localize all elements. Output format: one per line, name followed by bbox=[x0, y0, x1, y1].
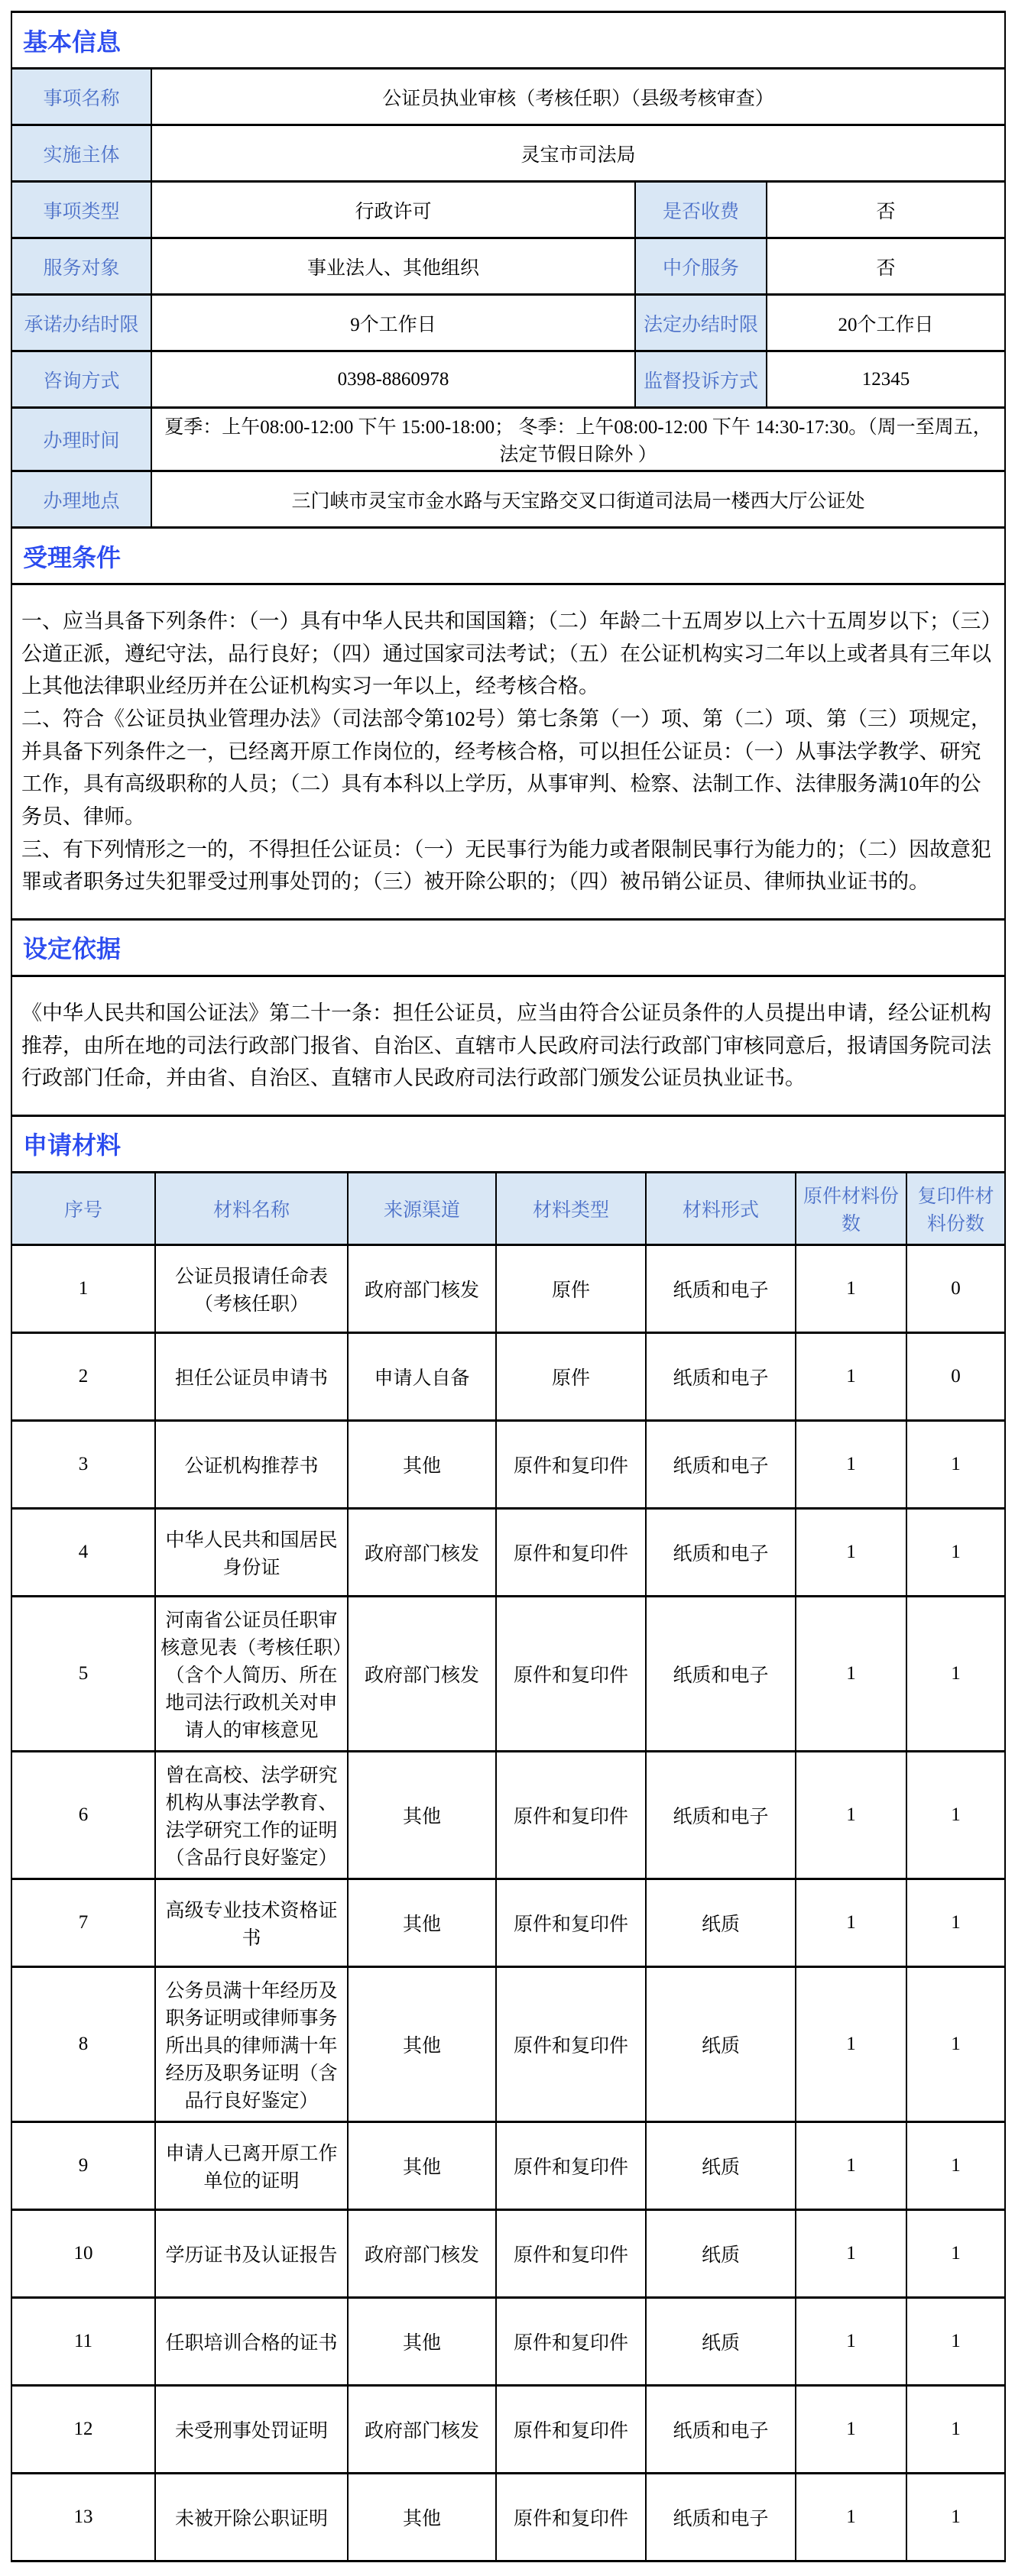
field-value-service-target: 事业法人、其他组织 bbox=[151, 238, 635, 295]
material-row bbox=[11, 2385, 1005, 2473]
field-label-item-name: 事项名称 bbox=[11, 69, 151, 125]
material-type: 原件和复印件 bbox=[496, 1966, 646, 2121]
material-copy-count: 1 bbox=[906, 2385, 1005, 2473]
material-no: 8 bbox=[11, 1966, 155, 2121]
acceptance-content bbox=[11, 584, 1005, 920]
material-source: 其他 bbox=[348, 1879, 496, 1966]
table-row bbox=[11, 125, 1005, 182]
material-original-count: 1 bbox=[796, 1332, 906, 1420]
material-name: 公证机构推荐书 bbox=[155, 1420, 348, 1508]
section-header-row bbox=[11, 1115, 1005, 1172]
material-row bbox=[11, 2209, 1005, 2297]
material-type: 原件和复印件 bbox=[496, 2121, 646, 2209]
material-source: 其他 bbox=[348, 2297, 496, 2385]
material-copy-count: 1 bbox=[906, 1966, 1005, 2121]
material-form: 纸质和电子 bbox=[646, 1751, 796, 1879]
material-row bbox=[11, 2121, 1005, 2209]
column-header-name: 材料名称 bbox=[155, 1172, 348, 1244]
table-row bbox=[11, 295, 1005, 351]
material-row bbox=[11, 1332, 1005, 1420]
material-form: 纸质 bbox=[646, 1879, 796, 1966]
field-label-service-target: 服务对象 bbox=[11, 238, 151, 295]
material-row bbox=[11, 2297, 1005, 2385]
material-form: 纸质 bbox=[646, 1966, 796, 2121]
basis-section bbox=[11, 918, 1006, 1117]
acceptance-section bbox=[11, 526, 1006, 921]
material-name: 公务员满十年经历及职务证明或律师事务所出具的律师满十年经历及职务证明（含品行良好鉴定） bbox=[155, 1966, 348, 2121]
material-original-count: 1 bbox=[796, 1244, 906, 1332]
section-title-basic-info: 基本信息 bbox=[11, 12, 1005, 69]
material-no: 9 bbox=[11, 2121, 155, 2209]
material-no: 4 bbox=[11, 1508, 155, 1596]
material-name: 中华人民共和国居民身份证 bbox=[155, 1508, 348, 1596]
material-name: 任职培训合格的证书 bbox=[155, 2297, 348, 2385]
basis-content bbox=[11, 976, 1005, 1115]
material-original-count: 1 bbox=[796, 2121, 906, 2209]
material-row bbox=[11, 1751, 1005, 1879]
section-header-row bbox=[11, 528, 1005, 584]
material-source: 政府部门核发 bbox=[348, 1244, 496, 1332]
materials-table bbox=[11, 1171, 1006, 2562]
material-form: 纸质 bbox=[646, 2121, 796, 2209]
material-form: 纸质和电子 bbox=[646, 1420, 796, 1508]
material-form: 纸质和电子 bbox=[646, 1596, 796, 1751]
table-row bbox=[11, 182, 1005, 238]
field-value-item-type: 行政许可 bbox=[151, 182, 635, 238]
material-name: 公证员报请任命表（考核任职） bbox=[155, 1244, 348, 1332]
material-form: 纸质和电子 bbox=[646, 1332, 796, 1420]
column-header-source: 来源渠道 bbox=[348, 1172, 496, 1244]
material-original-count: 1 bbox=[796, 1751, 906, 1879]
acceptance-paragraph-1: 一、应当具备下列条件：（一）具有中华人民共和国国籍；（二）年龄二十五周岁以上六十五周岁以下；（三）公道正派，遵纪守法，品行良好；（四）通过国家司法考试；（五）在公证机构实习二年以上或者具有三年以上其他法律职业经历并在公证机构实习一年以上，经考核合格。 bbox=[21, 610, 991, 698]
field-label-complaint: 监督投诉方式 bbox=[635, 351, 767, 408]
material-type: 原件和复印件 bbox=[496, 2297, 646, 2385]
field-label-promised-limit: 承诺办结时限 bbox=[11, 295, 151, 351]
material-type: 原件和复印件 bbox=[496, 2209, 646, 2297]
material-no: 11 bbox=[11, 2297, 155, 2385]
material-type: 原件和复印件 bbox=[496, 1508, 646, 1596]
material-form: 纸质和电子 bbox=[646, 2473, 796, 2561]
material-type: 原件和复印件 bbox=[496, 1751, 646, 1879]
field-value-intermediary: 否 bbox=[767, 238, 1005, 295]
field-value-legal-limit: 20个工作日 bbox=[767, 295, 1005, 351]
material-no: 10 bbox=[11, 2209, 155, 2297]
material-copy-count: 1 bbox=[906, 1420, 1005, 1508]
material-copy-count: 0 bbox=[906, 1244, 1005, 1332]
field-label-item-type: 事项类型 bbox=[11, 182, 151, 238]
table-row bbox=[11, 69, 1005, 125]
material-source: 政府部门核发 bbox=[348, 1596, 496, 1751]
field-label-place: 办理地点 bbox=[11, 471, 151, 528]
material-source: 其他 bbox=[348, 1420, 496, 1508]
material-row bbox=[11, 2473, 1005, 2561]
material-source: 其他 bbox=[348, 1966, 496, 2121]
material-no: 12 bbox=[11, 2385, 155, 2473]
material-no: 7 bbox=[11, 1879, 155, 1966]
material-original-count: 1 bbox=[796, 2385, 906, 2473]
material-copy-count: 0 bbox=[906, 1332, 1005, 1420]
material-source: 政府部门核发 bbox=[348, 2209, 496, 2297]
material-original-count: 1 bbox=[796, 2297, 906, 2385]
table-row bbox=[11, 238, 1005, 295]
material-type: 原件和复印件 bbox=[496, 1596, 646, 1751]
field-label-time: 办理时间 bbox=[11, 408, 151, 471]
material-name: 申请人已离开原工作单位的证明 bbox=[155, 2121, 348, 2209]
section-title-basis: 设定依据 bbox=[11, 919, 1005, 976]
field-value-promised-limit: 9个工作日 bbox=[151, 295, 635, 351]
field-value-complaint: 12345 bbox=[767, 351, 1005, 408]
material-no: 1 bbox=[11, 1244, 155, 1332]
basic-info-table bbox=[11, 11, 1006, 529]
material-source: 政府部门核发 bbox=[348, 2385, 496, 2473]
material-name: 高级专业技术资格证书 bbox=[155, 1879, 348, 1966]
material-name: 学历证书及认证报告 bbox=[155, 2209, 348, 2297]
material-form: 纸质和电子 bbox=[646, 1244, 796, 1332]
material-no: 5 bbox=[11, 1596, 155, 1751]
material-original-count: 1 bbox=[796, 1420, 906, 1508]
material-original-count: 1 bbox=[796, 1596, 906, 1751]
table-row bbox=[11, 471, 1005, 528]
column-header-no: 序号 bbox=[11, 1172, 155, 1244]
material-no: 2 bbox=[11, 1332, 155, 1420]
column-header-type: 材料类型 bbox=[496, 1172, 646, 1244]
table-row bbox=[11, 584, 1005, 920]
material-name: 河南省公证员任职审核意见表（考核任职）（含个人简历、所在地司法行政机关对申请人的审核意见 bbox=[155, 1596, 348, 1751]
field-value-item-name: 公证员执业审核（考核任职）（县级考核审查） bbox=[151, 69, 1005, 125]
material-original-count: 1 bbox=[796, 2209, 906, 2297]
material-row bbox=[11, 1420, 1005, 1508]
material-name: 未被开除公职证明 bbox=[155, 2473, 348, 2561]
material-copy-count: 1 bbox=[906, 1879, 1005, 1966]
material-type: 原件和复印件 bbox=[496, 1879, 646, 1966]
material-name: 曾在高校、法学研究机构从事法学教育、法学研究工作的证明（含品行良好鉴定） bbox=[155, 1751, 348, 1879]
material-original-count: 1 bbox=[796, 1508, 906, 1596]
material-no: 6 bbox=[11, 1751, 155, 1879]
table-row bbox=[11, 351, 1005, 408]
material-source: 政府部门核发 bbox=[348, 1508, 496, 1596]
material-source: 其他 bbox=[348, 2121, 496, 2209]
field-value-consult: 0398-8860978 bbox=[151, 351, 635, 408]
column-header-original-count: 原件材料份数 bbox=[796, 1172, 906, 1244]
field-value-time: 夏季：上午08:00-12:00 下午 15:00-18:00； 冬季：上午08:00-12:00 下午 14:30-17:30。（周一至周五，法定节假日除外 ） bbox=[151, 408, 1005, 471]
field-value-implementer: 灵宝市司法局 bbox=[151, 125, 1005, 182]
material-type: 原件和复印件 bbox=[496, 2385, 646, 2473]
material-source: 申请人自备 bbox=[348, 1332, 496, 1420]
material-form: 纸质 bbox=[646, 2297, 796, 2385]
material-type: 原件 bbox=[496, 1332, 646, 1420]
material-form: 纸质和电子 bbox=[646, 2385, 796, 2473]
field-label-fee: 是否收费 bbox=[635, 182, 767, 238]
material-name: 担任公证员申请书 bbox=[155, 1332, 348, 1420]
acceptance-paragraph-3: 三、有下列情形之一的，不得担任公证员：（一）无民事行为能力或者限制民事行为能力的；（二）因故意犯罪或者职务过失犯罪受过刑事处罚的；（三）被开除公职的；（四）被吊销公证员、律师执业证书的。 bbox=[21, 837, 991, 894]
basis-paragraph: 《中华人民共和国公证法》第二十一条：担任公证员，应当由符合公证员条件的人员提出申请，经公证机构推荐，由所在地的司法行政部门报省、自治区、直辖市人民政府司法行政部门审核同意后，报请国务院司法行政部门任命，并由省、自治区、直辖市人民政府司法行政部门颁发公证员执业证书。 bbox=[21, 1001, 991, 1090]
material-copy-count: 1 bbox=[906, 2121, 1005, 2209]
section-header-row bbox=[11, 12, 1005, 69]
field-label-consult: 咨询方式 bbox=[11, 351, 151, 408]
column-header-copy-count: 复印件材料份数 bbox=[906, 1172, 1005, 1244]
material-row bbox=[11, 1596, 1005, 1751]
field-label-legal-limit: 法定办结时限 bbox=[635, 295, 767, 351]
material-original-count: 1 bbox=[796, 1966, 906, 2121]
material-type: 原件和复印件 bbox=[496, 2473, 646, 2561]
materials-header-row bbox=[11, 1172, 1005, 1244]
material-row bbox=[11, 1966, 1005, 2121]
material-copy-count: 1 bbox=[906, 2209, 1005, 2297]
material-copy-count: 1 bbox=[906, 2473, 1005, 2561]
material-no: 3 bbox=[11, 1420, 155, 1508]
section-header-row bbox=[11, 919, 1005, 976]
material-copy-count: 1 bbox=[906, 1596, 1005, 1751]
table-row bbox=[11, 976, 1005, 1115]
material-type: 原件 bbox=[496, 1244, 646, 1332]
material-type: 原件和复印件 bbox=[496, 1420, 646, 1508]
material-copy-count: 1 bbox=[906, 1751, 1005, 1879]
material-form: 纸质和电子 bbox=[646, 1508, 796, 1596]
material-no: 13 bbox=[11, 2473, 155, 2561]
field-label-intermediary: 中介服务 bbox=[635, 238, 767, 295]
material-source: 其他 bbox=[348, 2473, 496, 2561]
section-title-acceptance: 受理条件 bbox=[11, 528, 1005, 584]
field-label-implementer: 实施主体 bbox=[11, 125, 151, 182]
materials-section-header bbox=[11, 1115, 1006, 1173]
acceptance-paragraph-2: 二、符合《公证员执业管理办法》（司法部令第102号）第七条第（一）项、第（二）项、第（三）项规定，并具备下列条件之一，已经离开原工作岗位的，经考核合格，可以担任公证员：（一）从事法学教学、研究工作，具有高级职称的人员；（二）具有本科以上学历，从事审判、检察、法制工作、法律服务满10年的公务员、律师。 bbox=[21, 707, 991, 828]
material-row bbox=[11, 1879, 1005, 1966]
column-header-form: 材料形式 bbox=[646, 1172, 796, 1244]
section-title-materials: 申请材料 bbox=[11, 1115, 1005, 1172]
material-original-count: 1 bbox=[796, 2473, 906, 2561]
material-form: 纸质 bbox=[646, 2209, 796, 2297]
table-row bbox=[11, 408, 1005, 471]
material-row bbox=[11, 1508, 1005, 1596]
field-value-fee: 否 bbox=[767, 182, 1005, 238]
material-row bbox=[11, 1244, 1005, 1332]
material-source: 其他 bbox=[348, 1751, 496, 1879]
material-original-count: 1 bbox=[796, 1879, 906, 1966]
field-value-place: 三门峡市灵宝市金水路与天宝路交叉口街道司法局一楼西大厅公证处 bbox=[151, 471, 1005, 528]
material-name: 未受刑事处罚证明 bbox=[155, 2385, 348, 2473]
material-copy-count: 1 bbox=[906, 1508, 1005, 1596]
material-copy-count: 1 bbox=[906, 2297, 1005, 2385]
